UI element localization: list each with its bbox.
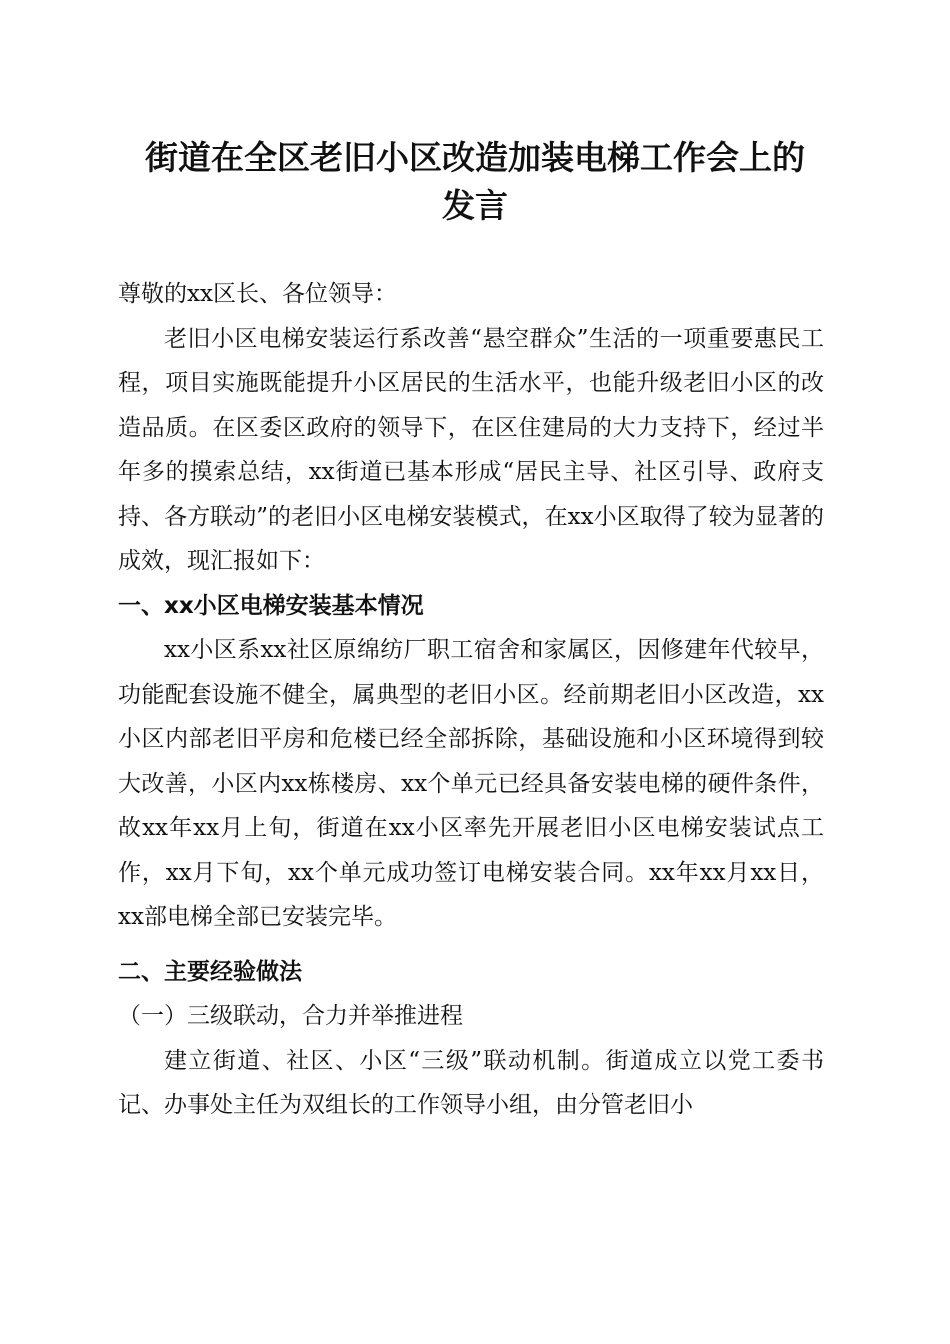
section-1-heading: 一、xx小区电梯安装基本情况 bbox=[118, 592, 424, 619]
document-title-line-1: 街道在全区老旧小区改造加装电梯工作会上的 bbox=[145, 138, 805, 177]
salutation: 尊敬的xx区长、各位领导： bbox=[118, 281, 397, 307]
document-title-line-2: 发言 bbox=[442, 186, 508, 225]
section-1-paragraph: xx小区系xx社区原绵纺厂职工宿舍和家属区，因修建年代较早，功能配套设施不健全，属典型的老旧小区。经前期老旧小区改造，xx小区内部老旧平房和危楼已经全部拆除，基础设施和小区环境得到较大改善，小区内xx栋楼房、xx个单元已经具备安装电梯的硬件条件，故xx年xx月上旬，街道在xx小区率先开展老旧小区电梯安装试点工作，xx月下旬，xx个单元成功签订电梯安装合同。xx年xx月xx日，xx部电梯全部已安装完毕。 bbox=[118, 637, 824, 930]
intro-paragraph: 老旧小区电梯安装运行系改善“悬空群众”生活的一项重要惠民工程，项目实施既能提升小区居民的生活水平，也能升级老旧小区的改造品质。在区委区政府的领导下，在区住建局的大力支持下，经过半年多的摸索总结，xx街道已基本形成“居民主导、社区引导、政府支持、各方联动”的老旧小区电梯安装模式，在xx小区取得了较为显著的成效，现汇报如下： bbox=[118, 325, 824, 574]
subsection-1-heading: （一）三级联动，合力并举推进程 bbox=[118, 1003, 463, 1029]
spacer bbox=[118, 940, 824, 950]
subsection-1-paragraph: 建立街道、社区、小区“三级”联动机制。街道成立以党工委书记、办事处主任为双组长的工作领导小组，由分管老旧小 bbox=[118, 1047, 824, 1118]
section-2-heading: 二、主要经验做法 bbox=[118, 958, 302, 985]
document-body bbox=[118, 272, 824, 1128]
